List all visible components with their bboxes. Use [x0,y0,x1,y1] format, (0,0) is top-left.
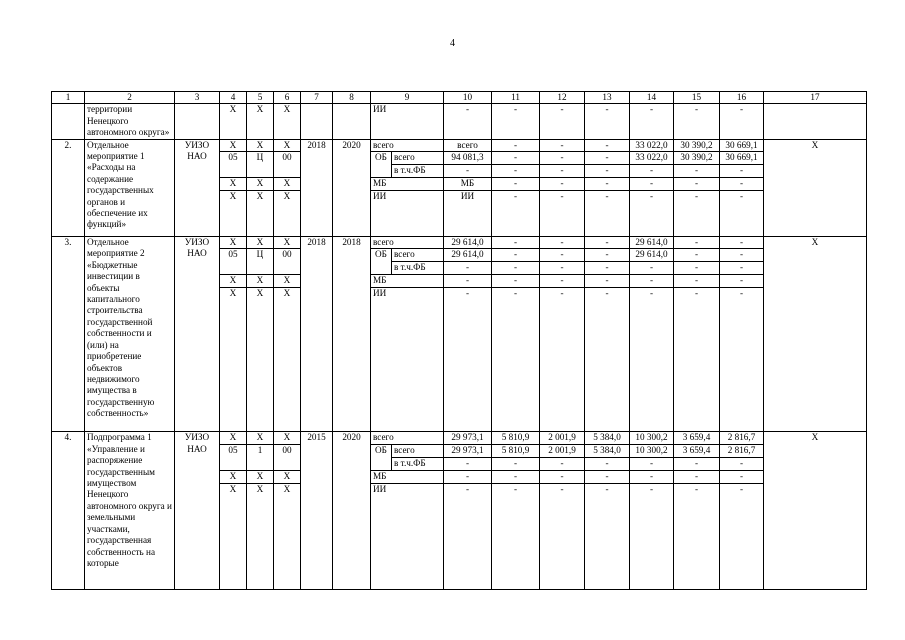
value-cell: - [720,249,764,262]
value-cell: - [674,275,720,288]
table-row [52,237,867,249]
header-cell: 7 [301,92,333,104]
value-cell: - [585,470,630,483]
value-cell: - [492,178,540,191]
value-cell: - [630,457,674,470]
value-cell: 10 300,2 [630,432,674,444]
value-cell: - [720,104,764,139]
source-sub: всего [392,152,444,165]
value-cell: - [674,262,720,275]
value-cell: - [492,249,540,262]
code-cell: Х [274,139,301,151]
value-cell: - [492,262,540,275]
value-cell: - [720,275,764,288]
value-cell: - [630,275,674,288]
value-cell: 3 659,4 [674,432,720,444]
code-cell: 05 [220,444,247,470]
code-cell: Х [247,139,274,151]
value-cell: 10 300,2 [630,444,674,457]
code-cell: Х [220,432,247,444]
header-cell: 5 [247,92,274,104]
executor: УИЗО НАО [175,139,220,236]
value-cell: всего [444,139,492,151]
value-cell: МБ [444,178,492,191]
value-cell: 30 390,2 [674,152,720,165]
value-cell: - [585,165,630,178]
table-row [52,139,867,151]
value-cell: - [444,457,492,470]
value-cell: - [540,470,585,483]
value-cell: - [630,165,674,178]
value-cell: 30 669,1 [720,152,764,165]
item-name: территории Ненецкого автономного округа» [85,104,175,139]
source-sub: в т.ч.ФБ [392,165,444,178]
header-cell: 3 [175,92,220,104]
value-cell: - [630,483,674,589]
value-cell: - [492,457,540,470]
source-label: МБ [371,178,444,191]
value-cell: 2 001,9 [540,444,585,457]
code-cell: Х [220,483,247,589]
value-cell: - [585,152,630,165]
value-cell: - [540,191,585,237]
value-cell: - [585,457,630,470]
code-cell: Х [220,104,247,139]
value-cell: - [492,275,540,288]
value-cell: - [585,483,630,589]
value-cell: - [540,275,585,288]
item-name: Отдельное мероприятие 1 «Расходы на содержание государственных органов и обеспечение их функций» [85,139,175,236]
table-cell [175,104,220,139]
item-number: 2. [52,139,85,236]
year-end: 2020 [333,139,371,236]
value-cell: - [674,483,720,589]
value-cell: - [540,483,585,589]
table-row [52,432,867,444]
value-cell: - [492,104,540,139]
value-cell: - [492,139,540,151]
code-cell: Х [247,104,274,139]
source-sub: в т.ч.ФБ [392,457,444,470]
value-cell: - [585,178,630,191]
value-cell: - [492,165,540,178]
value-cell: - [540,139,585,151]
code-cell: Х [247,191,274,237]
header-cell: 6 [274,92,301,104]
value-cell: - [540,249,585,262]
value-cell: 30 390,2 [674,139,720,151]
value-cell: - [444,104,492,139]
code-cell: Х [247,237,274,249]
value-cell: 33 022,0 [630,139,674,151]
source-label: ОБ [371,152,392,178]
page-number: 4 [450,38,455,49]
value-cell: - [444,483,492,589]
value-cell: - [540,262,585,275]
year-end: 2018 [333,237,371,432]
value-cell: - [492,288,540,432]
value-cell: - [630,178,674,191]
value-cell: 2 001,9 [540,432,585,444]
value-cell: - [585,191,630,237]
code-cell: Х [247,483,274,589]
code-cell: Х [274,104,301,139]
value-cell: - [720,288,764,432]
year-start: 2018 [301,139,333,236]
header-cell: 13 [585,92,630,104]
source-label: всего [371,139,444,151]
value-cell: 94 081,3 [444,152,492,165]
code-cell: Х [247,470,274,483]
program-table [51,91,867,590]
value-cell: - [674,237,720,249]
year-end: 2020 [333,432,371,589]
value-cell: - [540,152,585,165]
value-cell: 5 810,9 [492,432,540,444]
source-label: МБ [371,275,444,288]
table-cell [764,104,867,139]
code-cell: 05 [220,152,247,178]
value-cell: - [540,457,585,470]
executor: УИЗО НАО [175,432,220,589]
value-cell: - [674,457,720,470]
code-cell: Х [220,275,247,288]
value-cell: - [444,165,492,178]
value-cell: - [674,288,720,432]
year-start: 2015 [301,432,333,589]
code-cell: Х [220,470,247,483]
value-cell: - [492,152,540,165]
code-cell: Х [220,139,247,151]
value-cell: - [585,275,630,288]
code-cell: Ц [247,249,274,275]
item-name: Подпрограмма 1 «Управление и распоряжение государственным имуществом Ненецкого автономного округа и земельными участками, государственная собственность на которые [85,432,175,589]
value-cell: 29 614,0 [444,237,492,249]
value-cell: 29 614,0 [630,237,674,249]
value-cell: 5 810,9 [492,444,540,457]
value-cell: - [720,262,764,275]
value-cell: - [630,191,674,237]
item-name: Отдельное мероприятие 2 «Бюджетные инвестиции в объекты капитального строительства государственной собственности и (или) на приобретение объектов недвижимого имущества в государственную собственность» [85,237,175,432]
value-cell: - [674,249,720,262]
code-cell: Х [274,288,301,432]
code-cell: 00 [274,249,301,275]
year-start: 2018 [301,237,333,432]
source-label: ИИ [371,191,444,237]
value-cell: 2 816,7 [720,432,764,444]
source-sub: всего [392,249,444,262]
code-cell: Х [220,237,247,249]
source-label: ИИ [371,483,444,589]
value-cell: - [630,288,674,432]
header-cell: 11 [492,92,540,104]
value-cell: - [585,249,630,262]
code-cell: 00 [274,152,301,178]
header-cell: 9 [371,92,444,104]
code-cell: 1 [247,444,274,470]
value-cell: - [444,262,492,275]
value-cell: ИИ [444,191,492,237]
col17-cell: Х [764,237,867,432]
value-cell: 29 614,0 [630,249,674,262]
value-cell: - [674,165,720,178]
code-cell: Х [220,178,247,191]
value-cell: - [630,470,674,483]
code-cell: Х [247,288,274,432]
header-cell: 10 [444,92,492,104]
value-cell: 33 022,0 [630,152,674,165]
header-cell: 1 [52,92,85,104]
code-cell: Х [274,178,301,191]
value-cell: - [585,288,630,432]
code-cell: Х [247,432,274,444]
header-cell: 4 [220,92,247,104]
value-cell: - [492,483,540,589]
value-cell: - [674,104,720,139]
value-cell: - [674,470,720,483]
header-cell: 12 [540,92,585,104]
source-label: ОБ [371,249,392,275]
header-cell: 17 [764,92,867,104]
value-cell: 29 973,1 [444,444,492,457]
value-cell: - [674,178,720,191]
value-cell: 29 973,1 [444,432,492,444]
code-cell: Х [274,432,301,444]
value-cell: 29 614,0 [444,249,492,262]
value-cell: - [720,237,764,249]
value-cell: - [585,237,630,249]
source-sub: всего [392,444,444,457]
code-cell: Х [274,275,301,288]
value-cell: - [720,470,764,483]
header-cell: 14 [630,92,674,104]
value-cell: - [630,104,674,139]
code-cell: Ц [247,152,274,178]
col17-cell: Х [764,139,867,236]
value-cell: - [444,275,492,288]
table-cell [52,104,85,139]
value-cell: - [585,104,630,139]
code-cell: Х [274,191,301,237]
value-cell: - [585,139,630,151]
table-cell [301,104,333,139]
source-label: МБ [371,470,444,483]
source-label: ОБ [371,444,392,470]
item-number: 4. [52,432,85,589]
table-row [52,104,867,139]
value-cell: 2 816,7 [720,444,764,457]
value-cell: 5 384,0 [585,444,630,457]
value-cell: - [492,191,540,237]
value-cell: - [444,470,492,483]
value-cell: - [630,262,674,275]
header-row [52,92,867,104]
header-cell: 15 [674,92,720,104]
value-cell: - [492,237,540,249]
source-label: всего [371,237,444,249]
executor: УИЗО НАО [175,237,220,432]
code-cell: Х [247,178,274,191]
source-label: ИИ [371,104,444,139]
header-cell: 16 [720,92,764,104]
value-cell: - [720,457,764,470]
value-cell: - [540,104,585,139]
value-cell: 30 669,1 [720,139,764,151]
value-cell: - [540,288,585,432]
code-cell: Х [220,191,247,237]
value-cell: 5 384,0 [585,432,630,444]
value-cell: - [585,262,630,275]
value-cell: - [444,288,492,432]
value-cell: - [720,178,764,191]
value-cell: 3 659,4 [674,444,720,457]
source-sub: в т.ч.ФБ [392,262,444,275]
value-cell: - [492,470,540,483]
value-cell: - [540,165,585,178]
value-cell: - [720,483,764,589]
value-cell: - [720,191,764,237]
header-cell: 2 [85,92,175,104]
code-cell: Х [247,275,274,288]
value-cell: - [540,178,585,191]
code-cell: Х [274,483,301,589]
col17-cell: Х [764,432,867,589]
item-number: 3. [52,237,85,432]
value-cell: - [540,237,585,249]
code-cell: Х [274,470,301,483]
value-cell: - [720,165,764,178]
code-cell: 05 [220,249,247,275]
header-cell: 8 [333,92,371,104]
table-cell [333,104,371,139]
code-cell: 00 [274,444,301,470]
source-label: ИИ [371,288,444,432]
code-cell: Х [274,237,301,249]
source-label: всего [371,432,444,444]
value-cell: - [674,191,720,237]
code-cell: Х [220,288,247,432]
